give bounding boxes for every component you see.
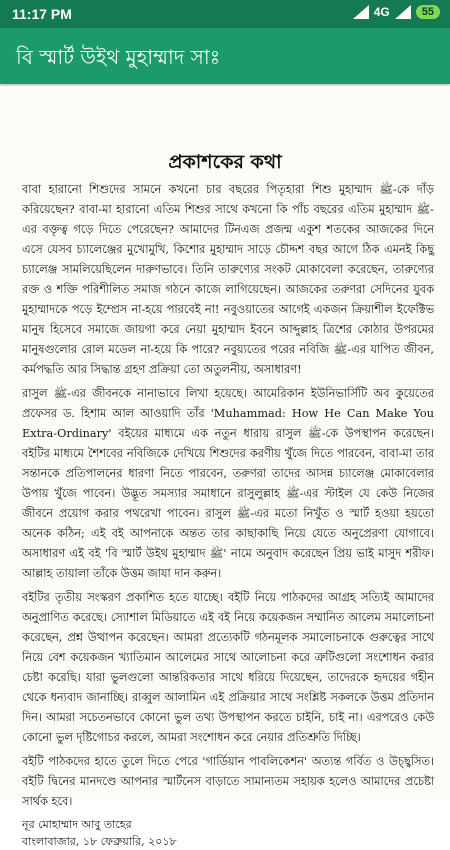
paragraph-2: রাসুল ﷺ-এর জীবনকে নানাভাবে লিখা হয়েছে। আমেরিকান ইউনিভার্সিটি অব কুয়েতের প্রফেসর ড. হিশাম আল আওয়াদি তাঁর 'Muhammad: How He Can Make You Extra-Ordinary' বইয়ের মাধ্যমে এক নতুন ধারায় রাসুল ﷺ-কে উপস্থাপন করেছেন। বইটির মাধ্যমে শৈশবের নবিজিকে দেখিয়ে শিশুদের করণীয় খুঁজে দিতে পারবেন, বাবা-মা তার সন্তানকে প্রতিপালনের ধারণা নিতে পারবেন, তরুণরা তাদের আসন্ন চ্যালেঞ্জ মোকাবেলার উপায় খুঁজে পাবেন। উদ্ভূত সমস্যার সমাধানে রাসুলুল্লাহ ﷺ-এর স্টাইল যে কেউ নিজের জীবনে প্রয়োগ করার পথরেখা পাবেন। রাসুল ﷺ-এর মতো নিখুঁত ও স্মার্ট হওয়া হয়তো অনেক কঠিন; এই বই আপনাকে অন্তত তার কাছাকাছি নিয়ে যেতে অনুপ্রেরণা যোগাবে। অসাধারণ এই বই 'বি স্মার্ট উইথ মুহাম্মাদ ﷺ' নামে অনুবাদ করেছেন প্রিয় ভাই মাসুদ শরীফ। আল্লাহ তায়ালা তাঁকে উত্তম জাযা দান করুন। <box>22 387 435 580</box>
wifi-signal-icon <box>353 5 369 19</box>
status-icons <box>353 5 440 19</box>
cell-signal-icon <box>395 5 411 19</box>
paragraph-1: বাবা হারানো শিশুদের সামনে কখনো চার বছরের পিতৃহারা শিশু মুহাম্মাদ ﷺ-কে দাঁড় করিয়েছেন? বাবা-মা হারানো এতিম শিশুর সাথে কখনো কি পাঁচ বছরের এতিম মুহাম্মাদ ﷺ-এর বক্তৃত্ব গড়ে দিতে পেরেছেন? আমাদের টিনএজ প্রজন্ম একুশ শতকের আজকের দিনে এসে যেসব চ্যালেঞ্জের মুখোমুখি, কিশোর মুহাম্মাদ সাড়ে চৌদ্দশ বছর আগে ঠিক এমনই কিছু চ্যালেঞ্জ সামলিয়েছিলেন দারুণভাবে। তিনি তারুণ্যের সংকট মোকাবেলা করেছেন, তারুণ্যের রক্ত ও শক্তি পরিশীলিত সমাজ গঠনে কাজে লাগিয়েছেন। আজকের তরুণরা সেদিনের যুবক মুহাম্মাদকে পড়ে ইম্প্রেস না-হয়ে পারবেই না! নবুওয়াতের আগেই একজন ক্রিয়াশীল ইফেক্টিভ মানুষ হিসেবে সমাজে জায়গা করে নেয়া মুহাম্মাদ ইবনে আব্দুল্লাহ ত্রিশের কোঠার উপরমের মানুষগুলোর রোল মডেল না-হয়ে কি পারে? নবুয়্যতের পরের নবিজি ﷺ-এর যাপিত জীবন, কর্মপদ্ধতি আর সিদ্ধান্ত গ্রহণ প্রক্রিয়া তো অতুলনীয়, অসাধারণ! <box>22 183 435 376</box>
app-bar <box>0 28 450 84</box>
battery-indicator: 55 <box>416 5 440 19</box>
status-time: 11:17 PM <box>12 6 72 22</box>
article-body <box>22 180 434 850</box>
signature-name: নূর মোহাম্মাদ আবু তাহের <box>22 818 132 831</box>
paragraph-3: বইটির তৃতীয় সংস্করণ প্রকাশিত হতে যাচ্ছে। বইটি নিয়ে পাঠকদের আগ্রহ সত্যিই আমাদের অনুপ্রাণিত করেছে। স্যোশাল মিডিয়াতে এই বই নিয়ে কয়েকজন সম্মানিত আলেম সমালোচনা করেছেন, প্রশ্ন উত্থাপন করেছেন। আমরা প্রত্যেকটি গঠনমূলক সমালোচনাকে গুরুত্বের সাথে নিয়ে বেশ কয়েকজন খ্যাতিমান আলেমের সাথে আলোচনা করে ত্রুটিগুলো সংশোধন করার চেষ্টা করেছি। যারা ভুলগুলো আন্তরিকতার সাথে ধরিয়ে দিয়েছেন, তাদেরকে হৃদয়ের গহীন থেকে ধন্যবাদ জানাচ্ছি। রাব্বুল আলামিন এই প্রক্রিয়ার সাথে সংশ্লিষ্ট সকলকে উত্তম প্রতিদান দিন। আমরা সচেতনভাবে কোনো ভুল তথ্য উপস্থাপন করতে চাইনি, চাই না। এরপরেও কেউ কোনো ভুল দৃষ্টিগোচর করলে, আমরা সংশোধন করে নেয়ার প্রতিশ্রুতি দিচ্ছি। <box>22 591 434 744</box>
status-bar <box>0 0 450 28</box>
signature-place-date: বাংলাবাজার, ১৮ ফেব্রুয়ারি, ২০১৮ <box>22 835 177 848</box>
book-page[interactable] <box>0 86 450 848</box>
page-heading: প্রকাশকের কথা <box>168 151 282 173</box>
network-type: 4G <box>373 5 390 19</box>
signature-block <box>22 816 434 850</box>
app-title: বি স্মার্ট উইথ মুহাম্মাদ সাঃ <box>16 45 221 69</box>
paragraph-4: বইটি পাঠকদের হাতে তুলে দিতে পেরে 'গার্ডিয়ান পাবলিকেশন' অত্যন্ত গর্বিত ও উচ্ছ্বসিত। বইটি দ্বিনের মানদণ্ডে আপনার স্মার্টনেস বাড়াতে সামান্যতম সহায়ক হলেও আমাদের প্রচেষ্টা সার্থক হবে। <box>22 755 434 808</box>
